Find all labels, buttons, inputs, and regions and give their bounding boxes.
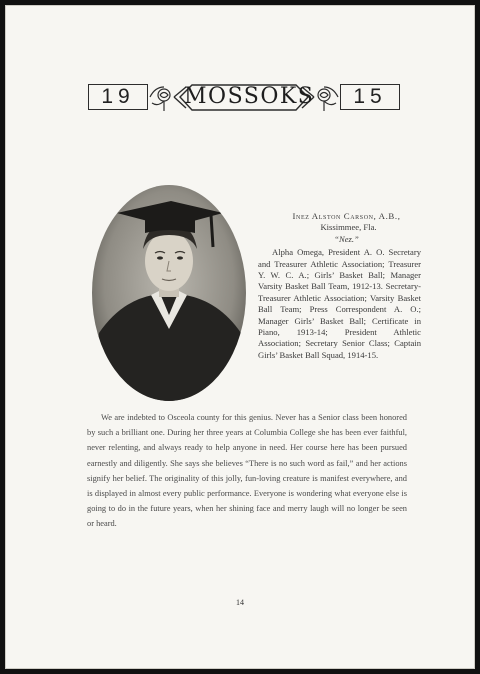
rose-ornament-right [318, 87, 338, 111]
student-nickname: “Nez.” [334, 233, 359, 244]
year-left-box: 19 [88, 84, 148, 110]
page-number: 14 [236, 598, 244, 607]
portrait-photo [91, 183, 247, 403]
header-banner [84, 83, 404, 115]
yearbook-page [5, 5, 475, 669]
biography-paragraph: We are indebted to Osceola county for this genius. Never has a Senior class been honored by such a brilliant one. During her three years at Columbia College she has been ever faithful, never relenting, and always ready to help anyone in need. Her course here has been pursued earnestly and diligently. She says she believes “There is no such word as fail,” and her actions signify her belief. The originality of this jolly, fun-loving creature is manifest everywhere, and is displayed in almost every public performance. Everyone is wondering what everyone else is going to do in the future years, when her shining face and merry laugh will no longer be seen or heard. [87, 413, 407, 529]
rose-ornament-left [150, 87, 170, 111]
student-activities: Alpha Omega, President A. O. Secretary and Treasurer Athletic Association; Treasurer Y. W. C. A.; Girls’ Basket Ball; Manager Varsity Basket Ball Team, 1912-13. Secretary-Treasurer Athletic Association; Varsity Basket Ball Team; Press Correspondent A. O.; Manager Girls’ Basket Ball; Certificate in Piano, 1913-14; President Athletic Association; Secretary Senior Class; Captain Girls’ Basket Ball Squad, 1914-15. [258, 247, 421, 360]
student-caption [258, 211, 421, 361]
yearbook-title: MOSSOKS [184, 84, 315, 109]
student-hometown: Kissimmee, Fla. [320, 222, 377, 233]
year-right-box: 15 [340, 84, 400, 110]
student-name: Inez Alston Carson, A.B., [292, 211, 401, 221]
